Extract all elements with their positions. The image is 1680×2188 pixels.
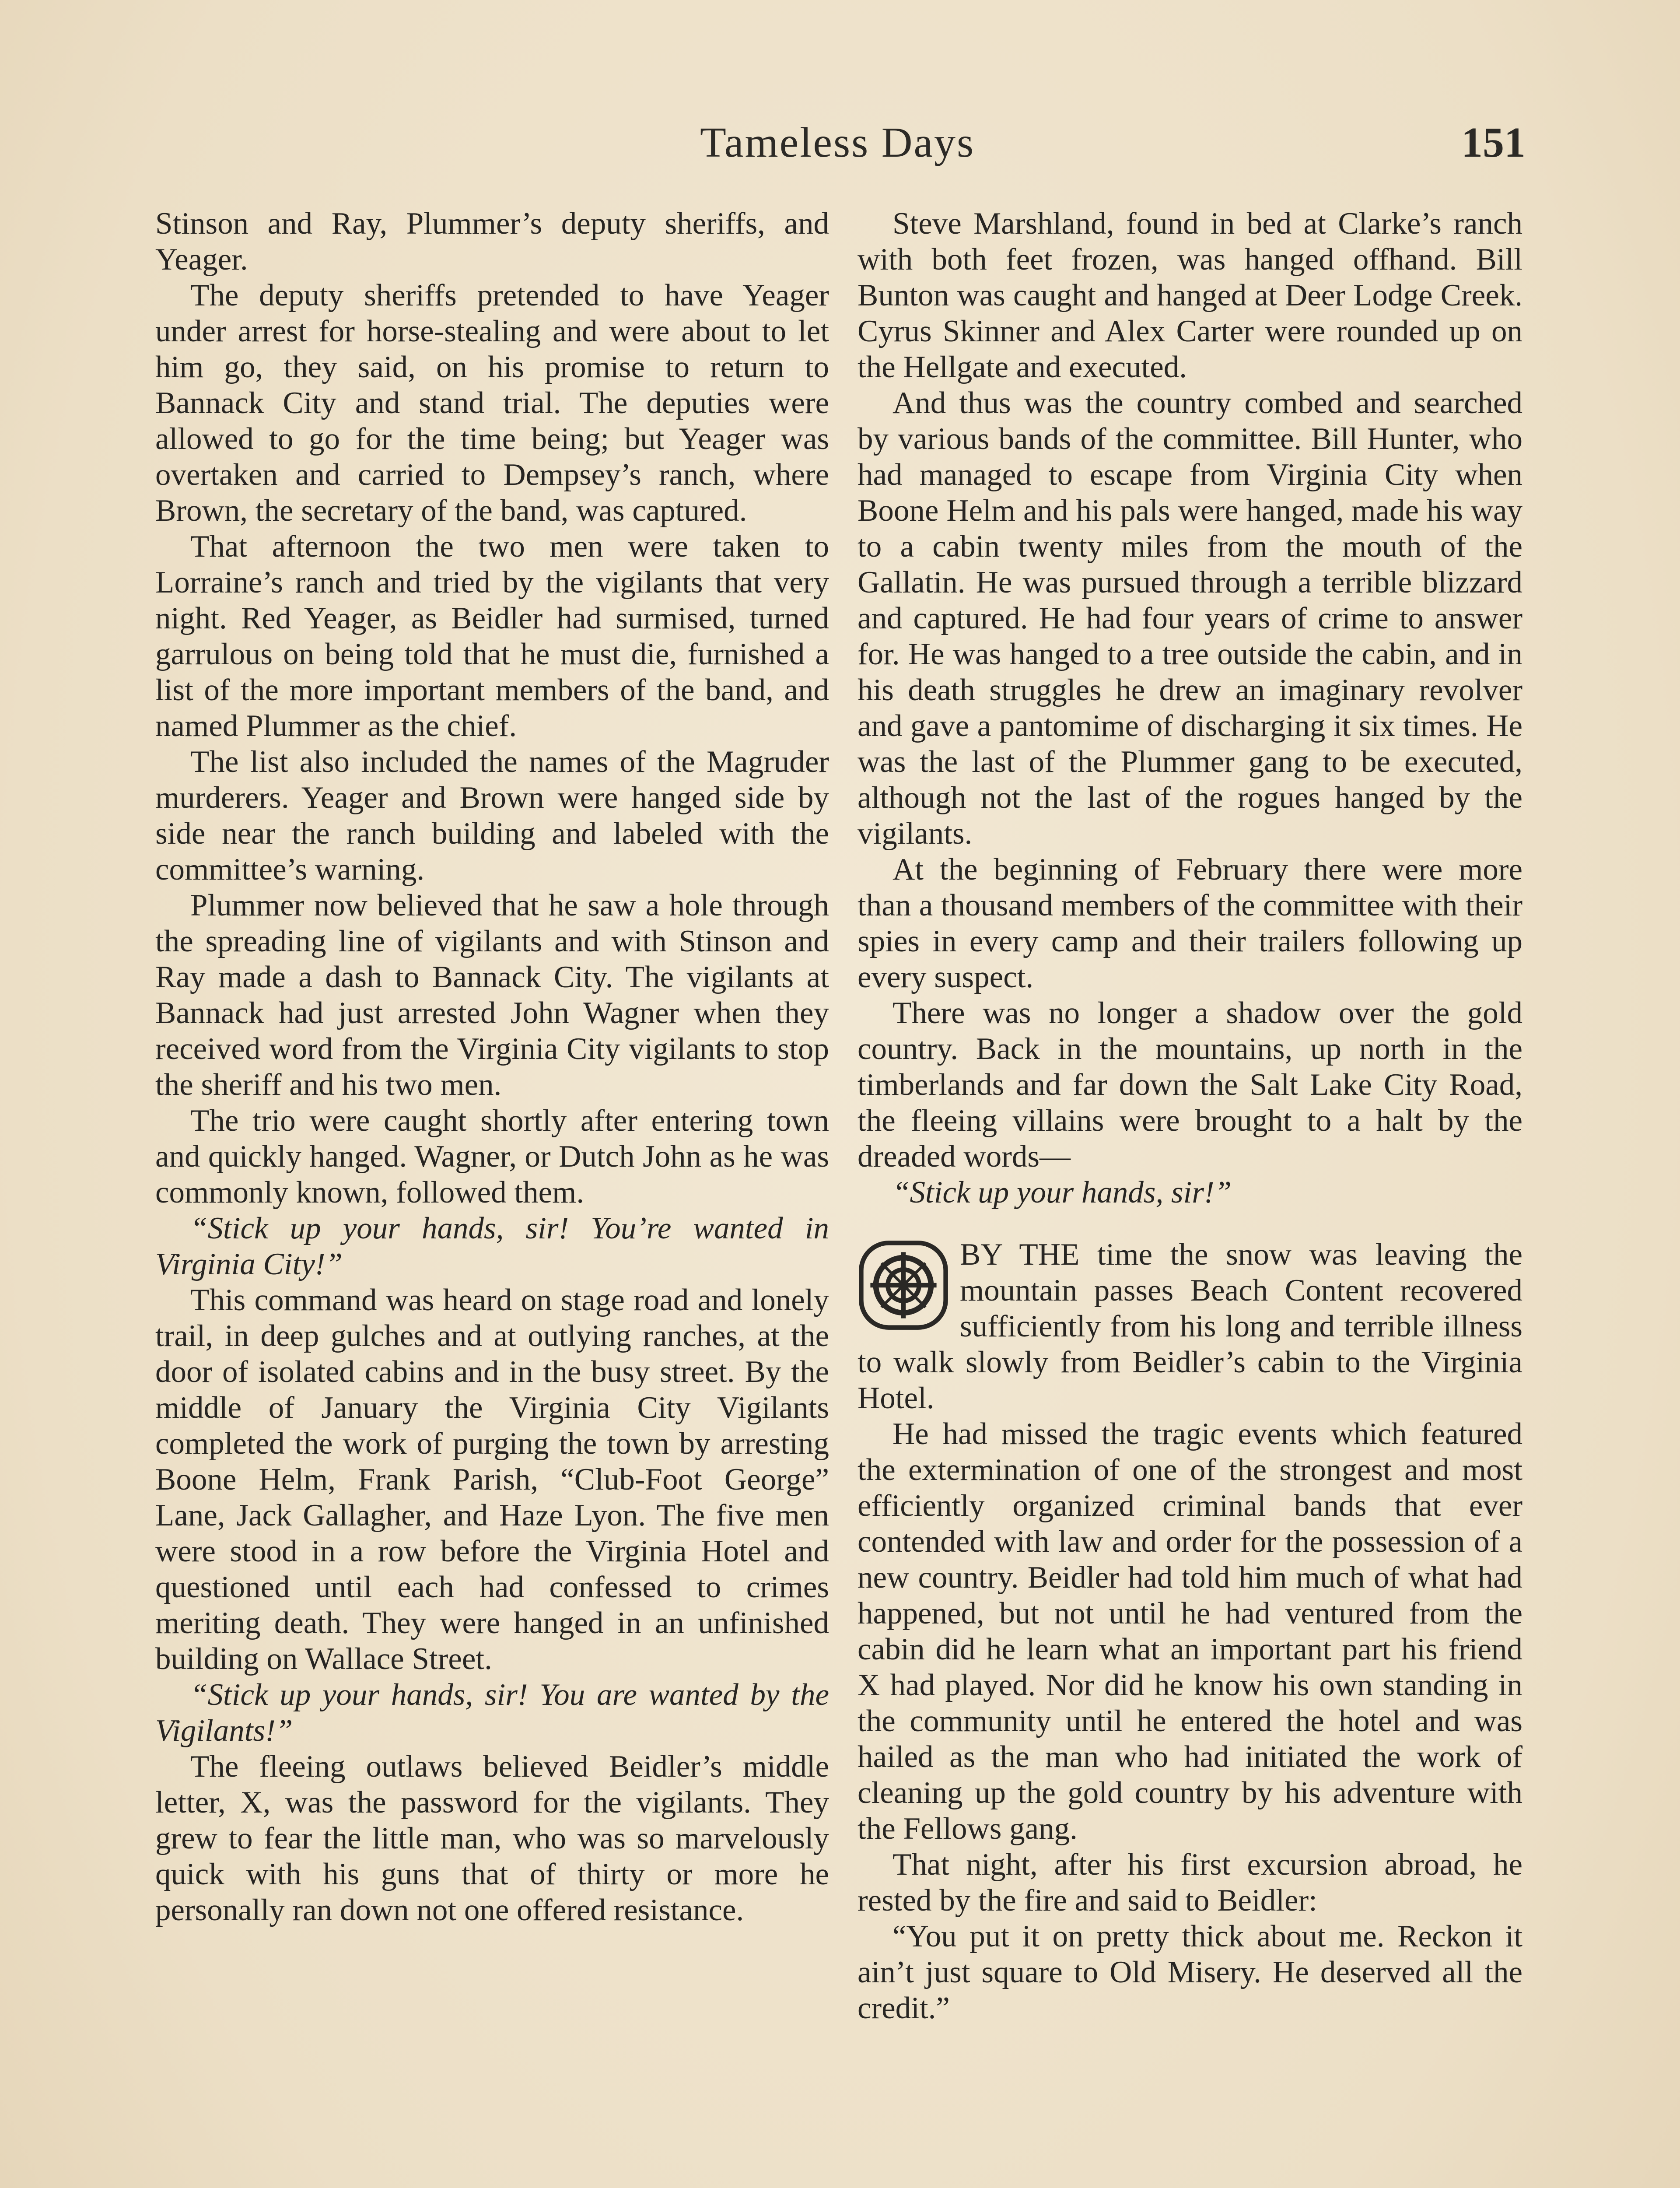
- right-paragraph: That night, after his first excursion abroad, he rested by the fire and said to Beidler:: [858, 1848, 1522, 1918]
- left-paragraph: The deputy sheriffs pretended to have Yeager under arrest for horse-stealing and were about to let him go, they said, on his promise to return to Bannack City and stand trial. The deputies were allowed to go for the time being; but Yeager was overtaken and carried to Dempsey’s ranch, where Brown, the secretary of the band, was captured.: [155, 278, 829, 528]
- ornament-paragraph: [858, 1237, 1522, 1416]
- section-break: [858, 1210, 1522, 1237]
- left-paragraph: Stinson and Ray, Plummer’s deputy sheriffs, and Yeager.: [155, 207, 829, 277]
- page-number: 151: [1461, 119, 1526, 166]
- running-title: Tameless Days: [700, 119, 975, 166]
- left-paragraph: The list also included the names of the Magruder murderers. Yeager and Brown were hanged side by side near the ranch building and labeled with the committee’s warning.: [155, 745, 829, 887]
- left-paragraph: This command was heard on stage road and lonely trail, in deep gulches and at outlying ranches, at the door of isolated cabins and in the busy street. By the middle of January the Virginia City Vigilants completed the work of purging the town by arresting Boone Helm, Frank Parish, “Club-Foot George” Lane, Jack Gallagher, and Haze Lyon. The five men were stood in a row before the Virginia Hotel and questioned until each had confessed to crimes meriting death. They were hanged in an unfinished building on Wallace Street.: [155, 1283, 829, 1676]
- right-paragraph: BY THE time the snow was leaving the mountain passes Beach Content recovered sufficiently from his long and terrible illness to walk slowly from Beidler’s cabin to the Virginia Hotel.: [858, 1238, 1522, 1415]
- right-quote: “Stick up your hands, sir!”: [892, 1175, 1232, 1210]
- left-paragraph: The fleeing outlaws believed Beidler’s middle letter, X, was the password for the vigilants. They grew to fear the little man, who was so marvelously quick with his guns that of thirty or more he personally ran down not one offered resistance.: [155, 1750, 829, 1927]
- page-header: [0, 118, 1680, 188]
- right-paragraph: “You put it on pretty thick about me. Reckon it ain’t just square to Old Misery. He deserved all the credit.”: [858, 1919, 1522, 2025]
- left-column: [155, 206, 829, 1928]
- left-paragraph: Plummer now believed that he saw a hole through the spreading line of vigilants and with Stinson and Ray made a dash to Bannack City. The vigilants at Bannack had just arrested John Wagner when they received word from the Virginia City vigilants to stop the sheriff and his two men.: [155, 888, 829, 1102]
- right-column: [858, 206, 1522, 2026]
- right-paragraph: Steve Marshland, found in bed at Clarke’s ranch with both feet frozen, was hanged offhand. Bill Bunton was caught and hanged at Deer Lodge Creek. Cyrus Skinner and Alex Carter were rounded up on the Hellgate and executed.: [858, 207, 1522, 384]
- right-paragraph: There was no longer a shadow over the gold country. Back in the mountains, up north in the timberlands and far down the Salt Lake City Road, the fleeing villains were brought to a halt by the dreaded words—: [858, 996, 1522, 1174]
- left-paragraph: The trio were caught shortly after entering town and quickly hanged. Wagner, or Dutch John as he was commonly known, followed them.: [155, 1104, 829, 1210]
- celtic-knot-ornament-icon: [858, 1239, 949, 1331]
- right-paragraph: He had missed the tragic events which featured the extermination of one of the strongest and most efficiently organized criminal bands that ever contended with law and order for the possession of a new country. Beidler had told him much of what had happened, but not until he had ventured from the cabin did he learn what an important part his friend X had played. Nor did he know his own standing in the community until he entered the hotel and was hailed as the man who had initiated the work of cleaning up the gold country by his adventure with the Fellows gang.: [858, 1417, 1522, 1846]
- right-paragraph: At the beginning of February there were more than a thousand members of the committee with their spies in every camp and their trailers following up every suspect.: [858, 852, 1522, 994]
- left-quote: “Stick up your hands, sir! You’re wanted in Virginia City!”: [155, 1211, 829, 1281]
- right-paragraph: And thus was the country combed and searched by various bands of the committee. Bill Hunter, who had managed to escape from Virginia City when Boone Helm and his pals were hanged, made his way to a cabin twenty miles from the mouth of the Gallatin. He was pursued through a terrible blizzard and captured. He had four years of crime to answer for. He was hanged to a tree outside the cabin, and in his death struggles he drew an imaginary revolver and gave a pantomime of discharging it six times. He was the last of the Plummer gang to be executed, although not the last of the rogues hanged by the vigilants.: [858, 386, 1522, 851]
- left-quote: “Stick up your hands, sir! You are wanted by the Vigilants!”: [155, 1678, 829, 1748]
- left-paragraph: That afternoon the two men were taken to Lorraine’s ranch and tried by the vigilants that very night. Red Yeager, as Beidler had surmised, turned garrulous on being told that he must die, furnished a list of the more important members of the band, and named Plummer as the chief.: [155, 529, 829, 743]
